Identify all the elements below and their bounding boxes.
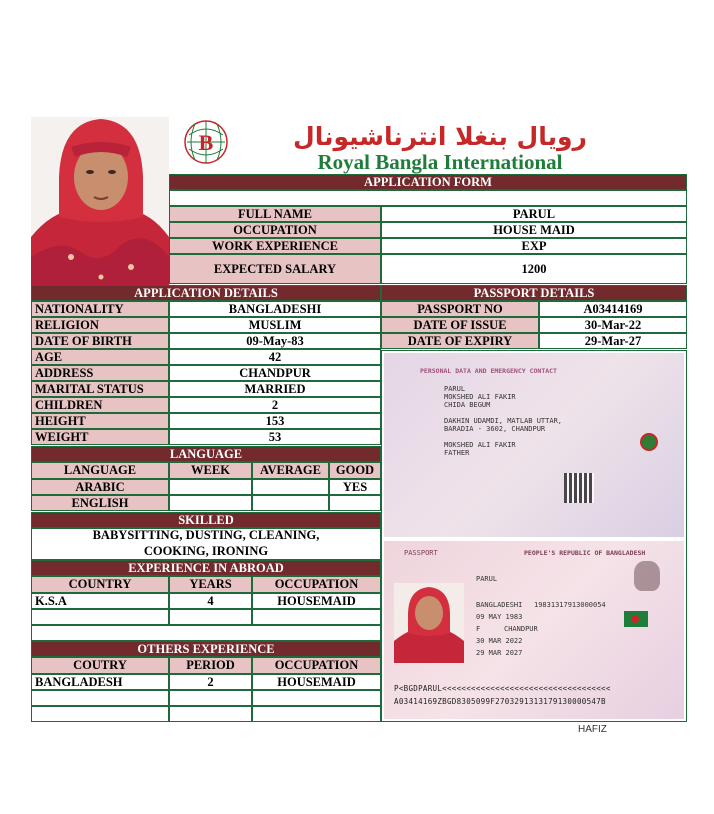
- language-title: LANGUAGE: [31, 446, 381, 462]
- app-detail-label: CHILDREN: [31, 397, 169, 413]
- language-header: AVERAGE: [252, 462, 329, 479]
- experience-abroad-header: YEARS: [169, 576, 252, 593]
- language-cell: YES: [329, 479, 381, 495]
- passport-relationship: FATHER: [444, 449, 470, 457]
- app-detail-label: AGE: [31, 349, 169, 365]
- others-experience-cell: 2: [169, 674, 252, 690]
- app-detail-label: MARITAL STATUS: [31, 381, 169, 397]
- app-detail-value: 2: [169, 397, 381, 413]
- passport-bio-page: [384, 541, 684, 719]
- experience-abroad-header: OCCUPATION: [252, 576, 381, 593]
- experience-abroad-title: EXPERIENCE IN ABROAD: [31, 560, 381, 576]
- others-experience-cell: BANGLADESH: [31, 674, 169, 690]
- arabic-company-name: رويال بنغلا انترناشيونال: [293, 122, 587, 151]
- language-cell: [169, 479, 252, 495]
- language-cell: [252, 479, 329, 495]
- app-detail-value: BANGLADESHI: [169, 301, 381, 317]
- app-detail-label: HEIGHT: [31, 413, 169, 429]
- form-title: APPLICATION FORM: [169, 174, 687, 190]
- passport-mother: CHIDA BEGUM: [444, 401, 491, 409]
- passport-birthplace: CHANDPUR: [504, 625, 538, 633]
- emblem-icon: [640, 433, 658, 451]
- passport-issue-date: 30 MAR 2022: [476, 637, 523, 645]
- passport-detail-label: DATE OF EXPIRY: [381, 333, 539, 349]
- full-name-value: PARUL: [381, 206, 687, 222]
- others-experience-cell: [31, 706, 169, 722]
- occupation-label: OCCUPATION: [169, 222, 381, 238]
- language-header: GOOD: [329, 462, 381, 479]
- others-experience-cell: [169, 690, 252, 706]
- others-spacer: [31, 625, 381, 641]
- others-experience-title: OTHERS EXPERIENCE: [31, 641, 381, 657]
- experience-abroad-header: COUNTRY: [31, 576, 169, 593]
- others-experience-cell: [252, 706, 381, 722]
- app-detail-value: 53: [169, 429, 381, 445]
- expected-salary-label: EXPECTED SALARY: [169, 254, 381, 284]
- app-detail-label: NATIONALITY: [31, 301, 169, 317]
- passport-address: DAKHIN UDAMDI, MATLAB UTTAR, BARADIA - 3602, CHANDPUR: [444, 417, 563, 433]
- application-details-title: APPLICATION DETAILS: [31, 285, 381, 301]
- app-detail-label: ADDRESS: [31, 365, 169, 381]
- passport-mrz-line-2: A03414169ZBGD8305099F2703291313179130000547B: [394, 697, 606, 706]
- passport-sex: F: [476, 625, 481, 633]
- language-header: WEEK: [169, 462, 252, 479]
- applicant-photo: [31, 117, 169, 285]
- app-detail-value: CHANDPUR: [169, 365, 381, 381]
- occupation-value: HOUSE MAID: [381, 222, 687, 238]
- others-experience-cell: [169, 706, 252, 722]
- passport-ghost-photo: [634, 561, 660, 591]
- passport-expiry-date: 29 MAR 2027: [476, 649, 523, 657]
- passport-nationality: BANGLADESHI: [476, 601, 523, 609]
- qr-code-icon: [564, 473, 594, 503]
- app-detail-value: 153: [169, 413, 381, 429]
- work-experience-label: WORK EXPERIENCE: [169, 238, 381, 254]
- language-cell: [252, 495, 329, 511]
- passport-detail-label: PASSPORT NO: [381, 301, 539, 317]
- passport-photo: [394, 583, 464, 663]
- others-experience-header: OCCUPATION: [252, 657, 381, 674]
- app-detail-value: 42: [169, 349, 381, 365]
- passport-mrz-line-1: P<BGDPARUL<<<<<<<<<<<<<<<<<<<<<<<<<<<<<<<<<<<: [394, 684, 611, 693]
- language-cell: [329, 495, 381, 511]
- app-detail-label: RELIGION: [31, 317, 169, 333]
- passport-emergency-name: MOKSHED ALI FAKIR: [444, 441, 516, 449]
- experience-abroad-cell: 4: [169, 593, 252, 609]
- app-detail-label: WEIGHT: [31, 429, 169, 445]
- passport-detail-value: 29-Mar-27: [539, 333, 687, 349]
- passport-name-top: PARUL: [444, 385, 466, 393]
- others-experience-header: COUTRY: [31, 657, 169, 674]
- app-detail-value: 09-May-83: [169, 333, 381, 349]
- flag-icon: [624, 611, 648, 627]
- passport-detail-label: DATE OF ISSUE: [381, 317, 539, 333]
- experience-abroad-cell: [252, 609, 381, 625]
- passport-scan: [381, 350, 687, 722]
- passport-dob: 09 MAY 1983: [476, 613, 523, 621]
- others-experience-cell: HOUSEMAID: [252, 674, 381, 690]
- passport-label: PASSPORT: [404, 549, 438, 557]
- full-name-label: FULL NAME: [169, 206, 381, 222]
- others-experience-header: PERIOD: [169, 657, 252, 674]
- passport-details-title: PASSPORT DETAILS: [381, 285, 687, 301]
- company-logo: [175, 119, 237, 165]
- language-header: LANGUAGE: [31, 462, 169, 479]
- svg-text:B: B: [198, 130, 214, 155]
- company-name: Royal Bangla International: [317, 150, 563, 174]
- passport-personal-no: 19831317913000054: [534, 601, 606, 609]
- header-spacer: [169, 190, 687, 206]
- app-detail-value: MUSLIM: [169, 317, 381, 333]
- skilled-title: SKILLED: [31, 512, 381, 528]
- signature-label: HAFIZ: [578, 724, 607, 735]
- expected-salary-value: 1200: [381, 254, 687, 284]
- experience-abroad-cell: K.S.A: [31, 593, 169, 609]
- others-experience-cell: [31, 690, 169, 706]
- passport-father: MOKSHED ALI FAKIR: [444, 393, 516, 401]
- experience-abroad-cell: [31, 609, 169, 625]
- app-detail-label: DATE OF BIRTH: [31, 333, 169, 349]
- skilled-text: BABYSITTING, DUSTING, CLEANING, COOKING, IRONING: [31, 528, 381, 560]
- passport-data-page: [384, 353, 684, 537]
- passport-detail-value: A03414169: [539, 301, 687, 317]
- language-cell: [169, 495, 252, 511]
- language-cell: ENGLISH: [31, 495, 169, 511]
- passport-country: PEOPLE'S REPUBLIC OF BANGLADESH: [524, 549, 646, 557]
- experience-abroad-cell: HOUSEMAID: [252, 593, 381, 609]
- passport-detail-value: 30-Mar-22: [539, 317, 687, 333]
- experience-abroad-cell: [169, 609, 252, 625]
- app-detail-value: MARRIED: [169, 381, 381, 397]
- work-experience-value: EXP: [381, 238, 687, 254]
- passport-name: PARUL: [476, 575, 498, 583]
- others-experience-cell: [252, 690, 381, 706]
- passport-section-heading: PERSONAL DATA AND EMERGENCY CONTACT: [420, 367, 557, 375]
- language-cell: ARABIC: [31, 479, 169, 495]
